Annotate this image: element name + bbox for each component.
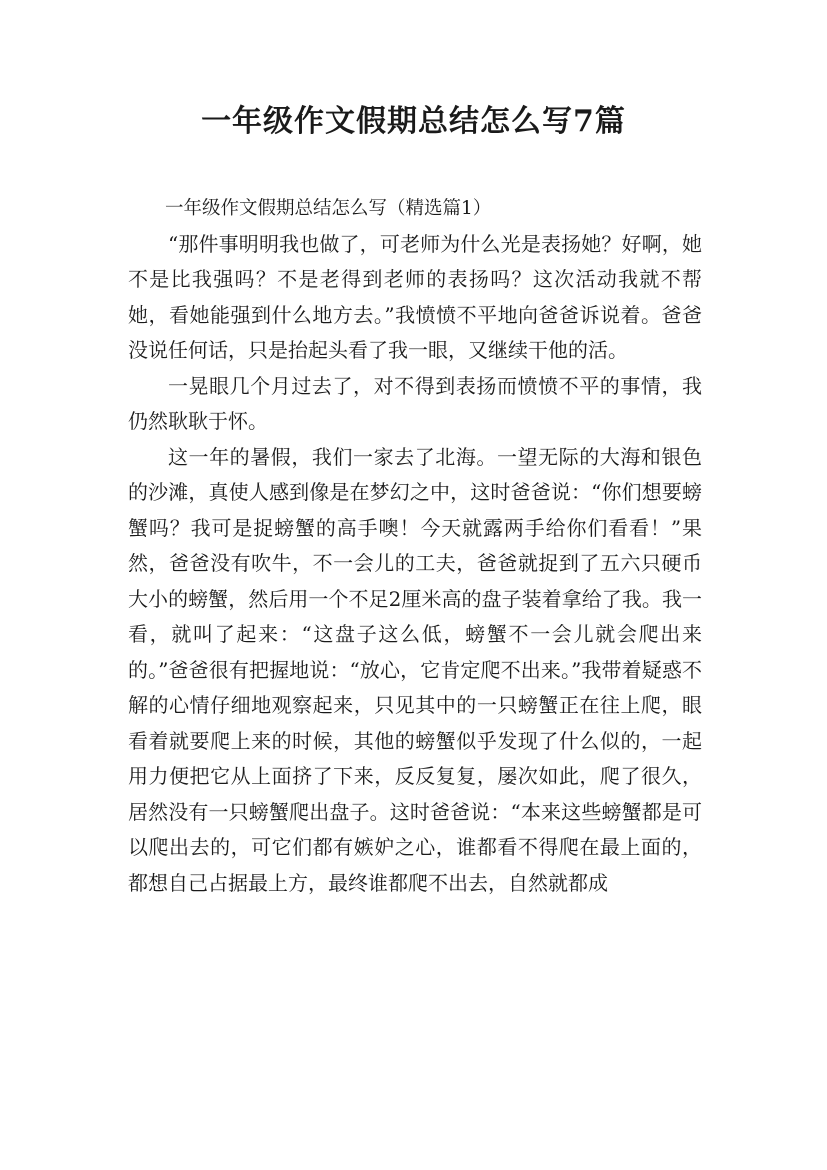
document-body	[128, 191, 702, 901]
section-heading: 一年级作文假期总结怎么写（精选篇1）	[165, 198, 492, 219]
paragraph: 一晃眼几个月过去了，对不得到表扬而愤愤不平的事情，我仍然耿耿于怀。	[128, 373, 702, 433]
paragraph: “那件事明明我也做了，可老师为什么光是表扬她？好啊，她不是比我强吗？不是老得到老师的表扬吗？这次活动我就不帮她，看她能强到什么地方去。”我愤愤不平地向爸爸诉说着。爸爸没说任何话，只是抬起头看了我一眼，又继续干他的活。	[128, 231, 702, 362]
document-title: 一年级作文假期总结怎么写7篇	[201, 104, 626, 139]
paragraph: 这一年的暑假，我们一家去了北海。一望无际的大海和银色的沙滩，真使人感到像是在梦幻之中，这时爸爸说：“你们想要螃蟹吗？我可是捉螃蟹的高手噢！今天就露两手给你们看看！”果然，爸爸没有吹牛，不一会儿的工夫，爸爸就捉到了五六只硬币大小的螃蟹，然后用一个不足2厘米高的盘子装着拿给了我。我一看，就叫了起来：“这盘子这么低，螃蟹不一会儿就会爬出来的。”爸爸很有把握地说：“放心，它肯定爬不出来。”我带着疑惑不解的心情仔细地观察起来，只见其中的一只螃蟹正在往上爬，眼看着就要爬上来的时候，其他的螃蟹似乎发现了什么似的，一起用力便把它从上面挤了下来，反反复复，屡次如此，爬了很久，居然没有一只螃蟹爬出盘子。这时爸爸说：“本来这些螃蟹都是可以爬出去的，可它们都有嫉妒之心，谁都看不得爬在最上面的，都想自己占据最上方，最终谁都爬不出去，自然就都成	[128, 444, 702, 895]
